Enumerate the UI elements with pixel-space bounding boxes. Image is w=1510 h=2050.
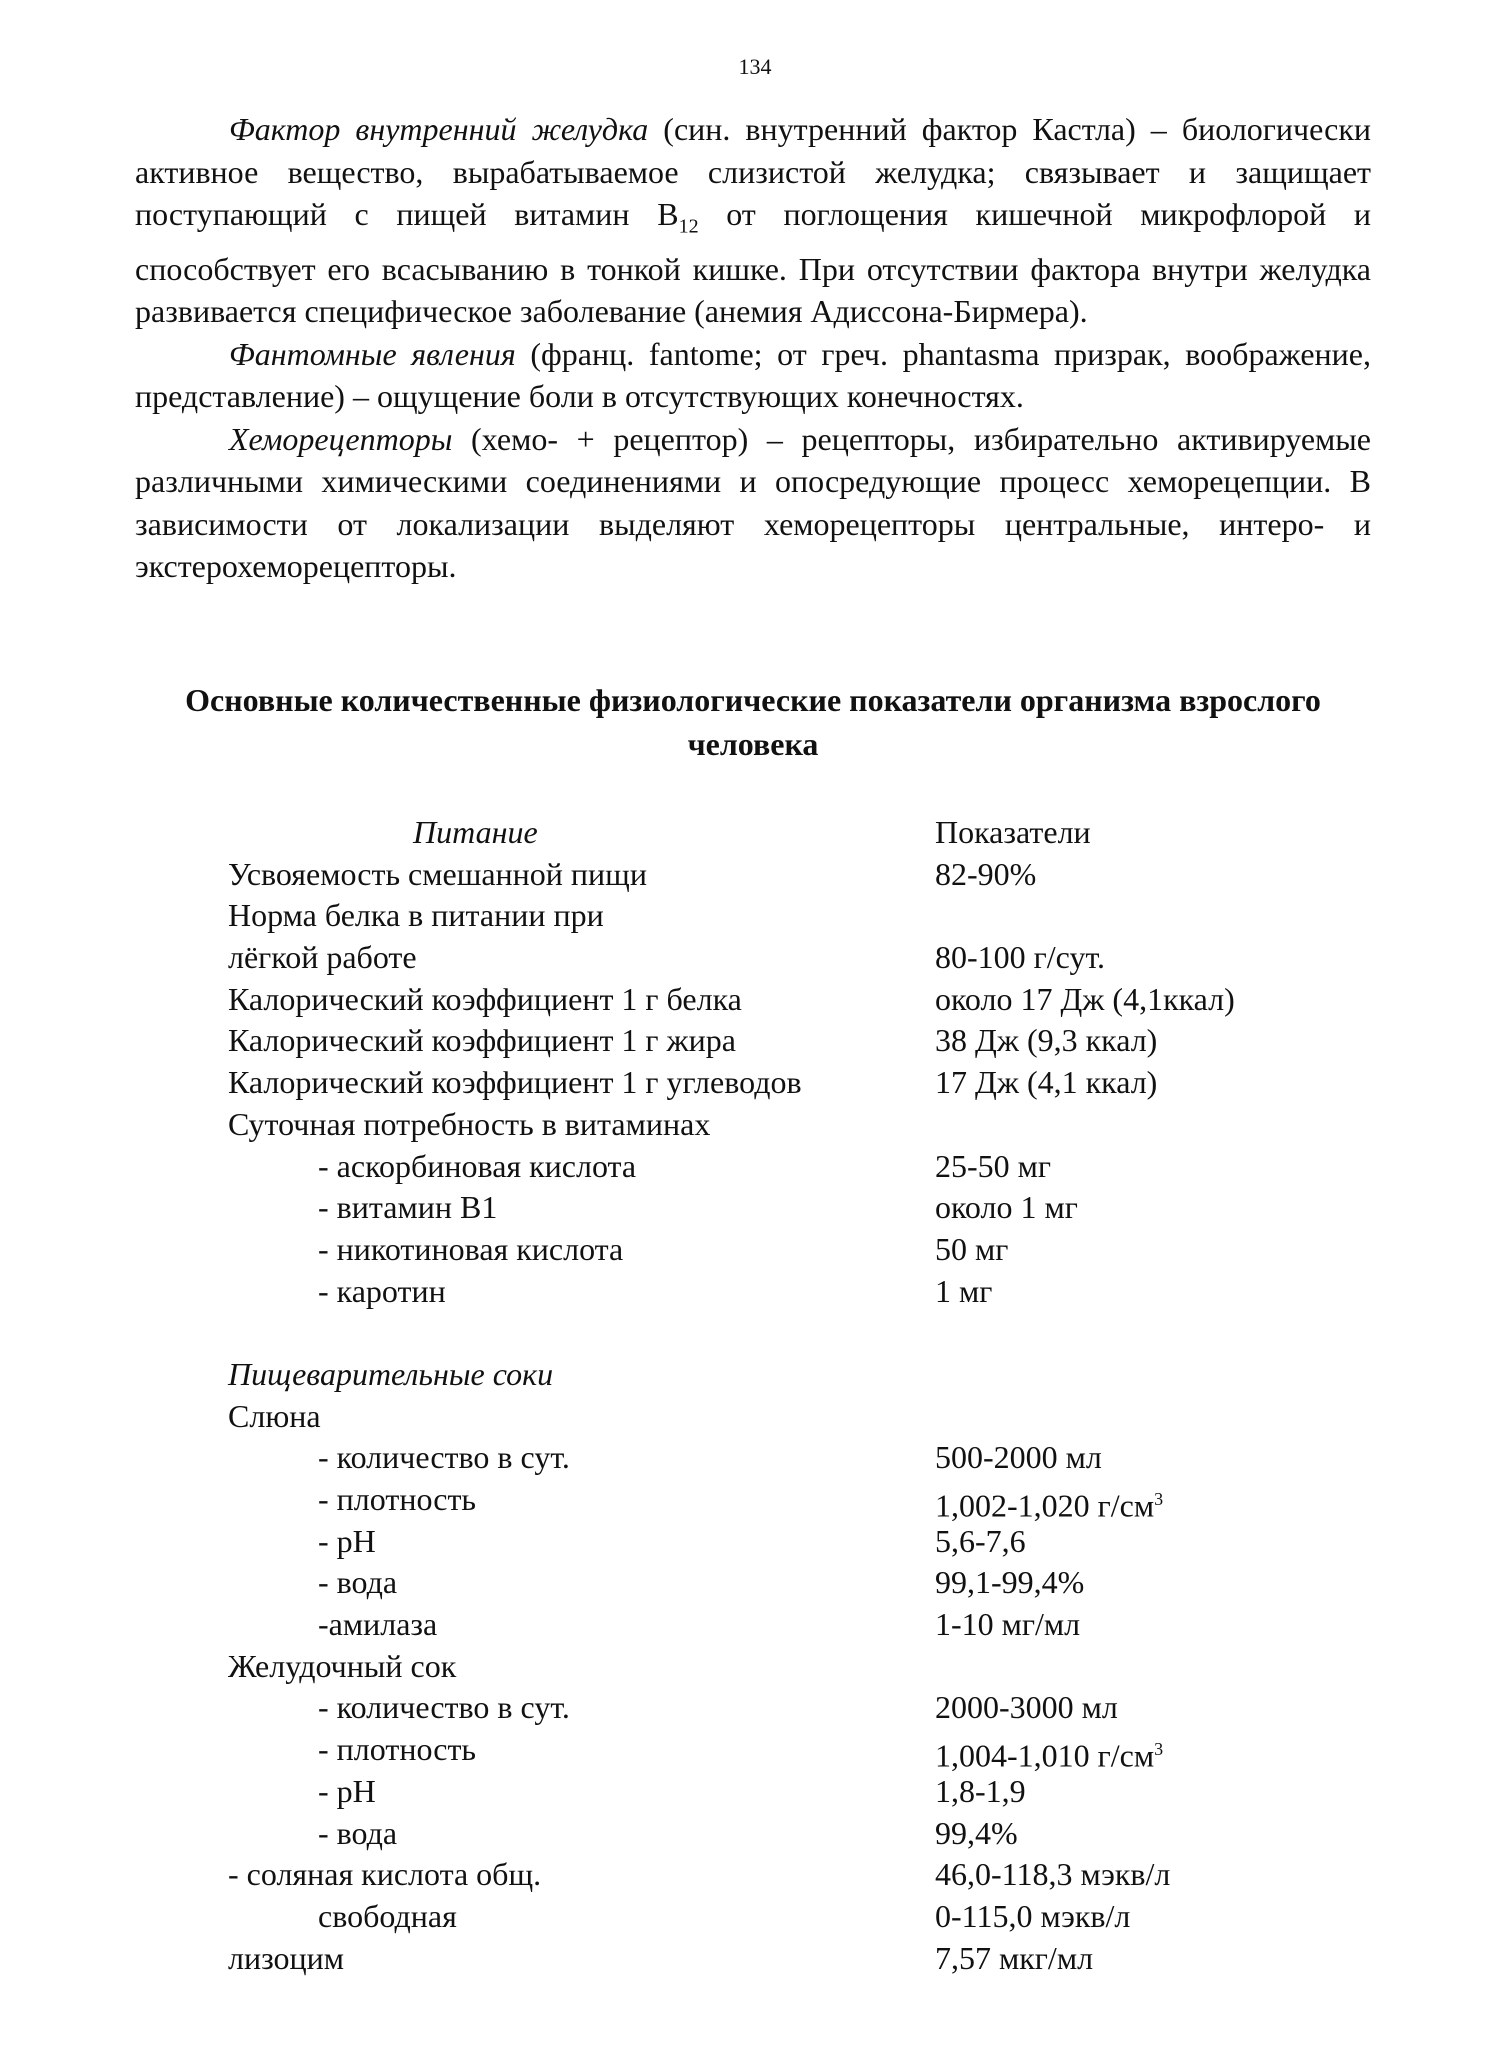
row-value-text: 1,002-1,020 г/см [935,1487,1155,1524]
row-value-text: 0-115,0 мэкв/л [935,1897,1131,1934]
row-label: Норма белка в питании при [228,897,604,934]
table-header-row [0,812,1510,854]
row-label: - каротин [318,1272,446,1309]
table-header-right: Показатели [935,814,1091,850]
table-row [0,979,1510,1021]
row-label: - аскорбиновая кислота [318,1147,637,1184]
row-value [935,1062,1157,1104]
table-row [0,854,1510,896]
row-label: - количество в сут. [318,1689,570,1726]
row-label: - вода [318,1814,398,1851]
row-value [935,979,1235,1021]
table-row [0,1938,1510,1980]
row-label: - плотность [318,1731,477,1768]
row-label: Калорический коэффициент 1 г белка [228,980,742,1017]
row-label: - рН [318,1522,376,1559]
row-value-text: 50 мг [935,1230,1009,1267]
glossary-definition: (франц. fantome; от греч. phantasma призрак, воображение, представление) – ощущение боли в отсутствующих конечностях. [135,335,1372,415]
row-value [935,1687,1118,1729]
table-spacer [0,1312,1510,1354]
row-value-text: 25-50 мг [935,1147,1052,1184]
table-subheading-row [0,1354,1510,1396]
row-label: Усвояемость смешанной пищи [228,855,647,892]
table-row [0,1521,1510,1563]
table-header-left: Питание [413,814,538,850]
row-value [935,1146,1051,1188]
row-label: Слюна [228,1397,321,1434]
row-value-text: около 17 Дж (4,1ккал) [935,980,1235,1017]
table-row [0,1146,1510,1188]
table-row [0,1020,1510,1062]
table-row [0,1271,1510,1313]
row-value [935,1271,992,1313]
row-value [935,1562,1084,1604]
row-value-text: 2000-3000 мл [935,1689,1118,1726]
row-value-text: 5,6-7,6 [935,1522,1026,1559]
table-body-juices [0,1396,1510,1980]
row-value-superscript: 3 [1154,1489,1164,1509]
row-label: Калорический коэффициент 1 г жира [228,1022,736,1059]
glossary-definition: (син. внутренний фактор Кастла) – биологически активное вещество, вырабатываемое слизистой желудка; связывает и защищает поступающий с пищей витамин B [135,111,1372,232]
row-value [935,1938,1093,1980]
row-value-text: 500-2000 мл [935,1439,1102,1476]
row-value-text: 99,4% [935,1814,1018,1851]
row-label: - соляная кислота общ. [228,1856,542,1893]
table-row [0,1896,1510,1938]
row-value-text: 7,57 мкг/мл [935,1939,1094,1976]
row-label: - плотность [318,1481,477,1517]
table-row [0,1854,1510,1896]
glossary-term: Хеморецепторы [229,420,453,457]
row-value [935,1604,1080,1646]
row-value [935,854,1036,896]
row-value-text: 1-10 мг/мл [935,1606,1081,1643]
row-value [935,1771,1026,1813]
row-label: Калорический коэффициент 1 г углеводов [228,1064,802,1101]
table-row [0,1396,1510,1438]
table-row [0,1437,1510,1479]
table-row [0,1229,1510,1271]
table-row [0,1771,1510,1813]
table-row [0,1479,1510,1524]
row-value-text: 1 мг [935,1272,993,1309]
table-row [0,1104,1510,1146]
glossary-entry [135,333,1371,418]
table-row [0,1813,1510,1855]
indicators-table [0,812,1510,1979]
table-row [0,1562,1510,1604]
table-row [0,1729,1510,1774]
table-subheading: Пищеварительные соки [228,1355,554,1392]
glossary-term: Фантомные явления [229,335,516,372]
row-value-text: 17 Дж (4,1 ккал) [935,1064,1158,1101]
table-row [0,1604,1510,1646]
row-value [935,1229,1008,1271]
row-value [935,1896,1130,1938]
page-number: 134 [738,54,772,79]
glossary-definition: (хемо- + рецептор) – рецепторы, избирательно активируемые различными химическими соединениями и опосредующие процесс хеморецепции. В зависимости от локализации выделяют хеморецепторы центральные, интеро- и экстерохеморецепторы. [135,420,1371,585]
row-value [935,1437,1102,1479]
row-label: лизоцим [228,1939,345,1976]
row-value [935,1521,1026,1563]
row-label: - витамин В1 [318,1189,498,1226]
row-label: лёгкой работе [228,939,417,976]
row-label: Желудочный сок [228,1647,457,1684]
row-value-superscript: 3 [1154,1739,1164,1760]
row-value-text: 82-90% [935,855,1037,892]
table-row [0,937,1510,979]
row-label: - никотиновая кислота [318,1230,624,1267]
row-value-text: 1,8-1,9 [935,1772,1026,1809]
row-value-text: 80-100 г/сут. [935,939,1106,976]
row-label: -амилаза [318,1606,438,1643]
row-label: Суточная потребность в витаминах [228,1105,711,1142]
table-row [0,1646,1510,1688]
row-value-text: 38 Дж (9,3 ккал) [935,1022,1158,1059]
row-value [935,1813,1018,1855]
table-row [0,1687,1510,1729]
glossary-definition-cont: от поглощения кишечной микрофлорой и способствует его всасыванию в тонкой кишке. При отсутствии фактора внутри желудка развивается специфическое заболевание (анемия Адиссона-Бирмера). [135,196,1372,330]
row-value [935,1020,1157,1062]
table-row [0,895,1510,937]
row-value [935,937,1105,979]
row-label: свободная [318,1897,457,1934]
row-label: - вода [318,1564,398,1601]
glossary-entry [135,108,1371,333]
row-label: - количество в сут. [318,1439,570,1476]
row-value-text: 46,0-118,3 мэкв/л [935,1856,1171,1893]
row-value-text: 1,004-1,010 г/см [935,1737,1155,1774]
glossary-entry [135,418,1371,588]
row-label: - рН [318,1772,376,1809]
glossary-section [135,108,1371,588]
row-value-text: 99,1-99,4% [935,1564,1085,1601]
glossary-subscript: 12 [678,215,699,238]
row-value-text: около 1 мг [935,1189,1078,1226]
table-row [0,1062,1510,1104]
row-value [935,1854,1170,1896]
table-row [0,1187,1510,1229]
table-body-nutrition [0,854,1510,1313]
section-title: Основные количественные физиологические показатели организма взрослого человека [185,682,1321,762]
glossary-term: Фактор внутренний желудка [229,111,649,147]
row-value [935,1187,1078,1229]
